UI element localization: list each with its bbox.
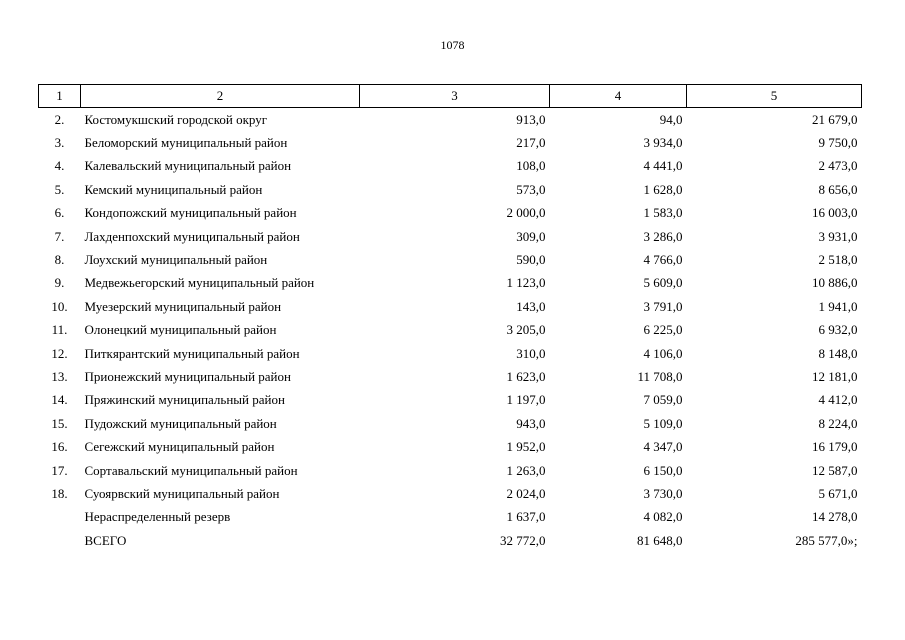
district-name: Кондопожский муниципальный район bbox=[84, 205, 297, 221]
value-col-4: 6 225,0 bbox=[643, 322, 683, 338]
value-col-4: 6 150,0 bbox=[643, 462, 683, 478]
district-name: Беломорский муниципальный район bbox=[84, 135, 288, 151]
row-number: 5. bbox=[54, 181, 65, 197]
value-col-3: 1 263,0 bbox=[506, 462, 546, 478]
district-name: Пряжинский муниципальный район bbox=[84, 392, 285, 408]
value-col-4: 3 286,0 bbox=[643, 228, 683, 244]
table-row bbox=[39, 365, 862, 388]
header-cell-1: 1 bbox=[39, 85, 81, 108]
row-number: 2. bbox=[54, 111, 65, 127]
value-col-5: 3 931,0 bbox=[818, 228, 858, 244]
table-row bbox=[39, 272, 862, 295]
value-col-5: 9 750,0 bbox=[818, 135, 858, 151]
value-col-3: 1 623,0 bbox=[506, 368, 546, 384]
budget-table bbox=[38, 84, 862, 552]
value-col-5: 21 679,0 bbox=[812, 111, 858, 127]
value-col-4: 3 934,0 bbox=[643, 135, 683, 151]
value-col-3: 3 205,0 bbox=[506, 322, 546, 338]
row-number: 16. bbox=[51, 439, 68, 455]
row-number: 6. bbox=[54, 205, 65, 221]
header-cell-4: 4 bbox=[550, 85, 687, 108]
table-row bbox=[39, 459, 862, 482]
table-row bbox=[39, 202, 862, 225]
table-row bbox=[39, 108, 862, 132]
page-number: 1078 bbox=[440, 38, 465, 52]
value-col-4: 7 059,0 bbox=[643, 392, 683, 408]
header-cell-3: 3 bbox=[360, 85, 550, 108]
row-number: 13. bbox=[51, 368, 68, 384]
value-col-5: 14 278,0 bbox=[812, 509, 858, 525]
table-row bbox=[39, 412, 862, 435]
value-col-5: 16 003,0 bbox=[812, 205, 858, 221]
district-name: Суоярвский муниципальный район bbox=[84, 485, 280, 501]
value-col-4: 4 441,0 bbox=[643, 158, 683, 174]
value-col-5: 8 148,0 bbox=[818, 345, 858, 361]
row-number: 15. bbox=[51, 415, 68, 431]
row-number: 12. bbox=[51, 345, 68, 361]
table-header bbox=[39, 85, 862, 108]
table-row bbox=[39, 482, 862, 505]
value-col-3: 1 952,0 bbox=[506, 439, 546, 455]
value-col-3: 1 197,0 bbox=[506, 392, 546, 408]
value-col-4: 5 609,0 bbox=[643, 275, 683, 291]
row-number: 7. bbox=[54, 228, 65, 244]
value-col-4: 3 730,0 bbox=[643, 485, 683, 501]
value-col-4: 4 766,0 bbox=[643, 252, 683, 268]
value-col-4: 4 347,0 bbox=[643, 439, 683, 455]
value-col-4: 81 648,0 bbox=[637, 532, 683, 548]
value-col-4: 4 082,0 bbox=[643, 509, 683, 525]
header-cell-2: 2 bbox=[81, 85, 360, 108]
table-row bbox=[39, 248, 862, 271]
value-col-5: 6 932,0 bbox=[818, 322, 858, 338]
value-col-3: 1 123,0 bbox=[506, 275, 546, 291]
district-name: Прионежский муниципальный район bbox=[84, 368, 291, 384]
table-row bbox=[39, 178, 862, 201]
value-col-5: 285 577,0»; bbox=[795, 532, 858, 548]
value-col-3: 309,0 bbox=[516, 228, 546, 244]
row-number bbox=[39, 506, 81, 529]
table-row bbox=[39, 389, 862, 412]
row-number: 11. bbox=[51, 322, 68, 338]
district-name: Питкярантский муниципальный район bbox=[84, 345, 300, 361]
value-col-5: 10 886,0 bbox=[812, 275, 858, 291]
value-col-3: 108,0 bbox=[516, 158, 546, 174]
district-name: Костомукшский городской округ bbox=[84, 111, 268, 127]
row-number: 17. bbox=[51, 462, 68, 478]
district-name: Нераспределенный резерв bbox=[84, 509, 231, 525]
header-cell-5: 5 bbox=[687, 85, 862, 108]
value-col-4: 4 106,0 bbox=[643, 345, 683, 361]
value-col-4: 11 708,0 bbox=[637, 368, 683, 384]
value-col-5: 12 181,0 bbox=[812, 368, 858, 384]
district-name: Калевальский муниципальный район bbox=[84, 158, 292, 174]
district-name: Пудожский муниципальный район bbox=[84, 415, 277, 431]
value-col-5: 12 587,0 bbox=[812, 462, 858, 478]
value-col-4: 94,0 bbox=[659, 111, 683, 127]
value-col-3: 590,0 bbox=[516, 252, 546, 268]
district-name: Лоухский муниципальный район bbox=[84, 252, 268, 268]
district-name: Кемский муниципальный район bbox=[84, 181, 263, 197]
row-number: 18. bbox=[51, 485, 68, 501]
value-col-5: 2 473,0 bbox=[818, 158, 858, 174]
value-col-3: 32 772,0 bbox=[500, 532, 546, 548]
district-name: Сегежский муниципальный район bbox=[84, 439, 275, 455]
table-row bbox=[39, 506, 862, 529]
value-col-4: 3 791,0 bbox=[643, 298, 683, 314]
value-col-5: 8 224,0 bbox=[818, 415, 858, 431]
table-row bbox=[39, 295, 862, 318]
value-col-3: 913,0 bbox=[516, 111, 546, 127]
row-number: 14. bbox=[51, 392, 68, 408]
table-row bbox=[39, 435, 862, 458]
table-row bbox=[39, 342, 862, 365]
value-col-5: 4 412,0 bbox=[818, 392, 858, 408]
header-row bbox=[39, 85, 862, 108]
table-row bbox=[39, 155, 862, 178]
district-name: Муезерский муниципальный район bbox=[84, 298, 282, 314]
row-number: 4. bbox=[54, 158, 65, 174]
value-col-3: 310,0 bbox=[516, 345, 546, 361]
district-name: ВСЕГО bbox=[84, 532, 127, 548]
value-col-5: 2 518,0 bbox=[818, 252, 858, 268]
table-row bbox=[39, 529, 862, 552]
value-col-5: 8 656,0 bbox=[818, 181, 858, 197]
table-row bbox=[39, 131, 862, 154]
district-name: Сортавальский муниципальный район bbox=[84, 462, 298, 478]
table-row bbox=[39, 319, 862, 342]
value-col-3: 1 637,0 bbox=[506, 509, 546, 525]
row-number: 3. bbox=[54, 135, 65, 151]
row-number: 9. bbox=[54, 275, 65, 291]
district-name: Лахденпохский муниципальный район bbox=[84, 228, 300, 244]
row-number bbox=[39, 529, 81, 552]
table-body bbox=[39, 108, 862, 553]
value-col-3: 217,0 bbox=[516, 135, 546, 151]
value-col-4: 1 583,0 bbox=[643, 205, 683, 221]
value-col-5: 5 671,0 bbox=[818, 485, 858, 501]
value-col-3: 2 000,0 bbox=[506, 205, 546, 221]
value-col-3: 2 024,0 bbox=[506, 485, 546, 501]
value-col-3: 573,0 bbox=[516, 181, 546, 197]
row-number: 10. bbox=[51, 298, 68, 314]
value-col-5: 16 179,0 bbox=[812, 439, 858, 455]
district-name: Олонецкий муниципальный район bbox=[84, 322, 277, 338]
value-col-3: 143,0 bbox=[516, 298, 546, 314]
value-col-4: 1 628,0 bbox=[643, 181, 683, 197]
row-number: 8. bbox=[54, 252, 65, 268]
table-row bbox=[39, 225, 862, 248]
district-name: Медвежьегорский муниципальный район bbox=[84, 275, 315, 291]
value-col-3: 943,0 bbox=[516, 415, 546, 431]
value-col-5: 1 941,0 bbox=[818, 298, 858, 314]
value-col-4: 5 109,0 bbox=[643, 415, 683, 431]
